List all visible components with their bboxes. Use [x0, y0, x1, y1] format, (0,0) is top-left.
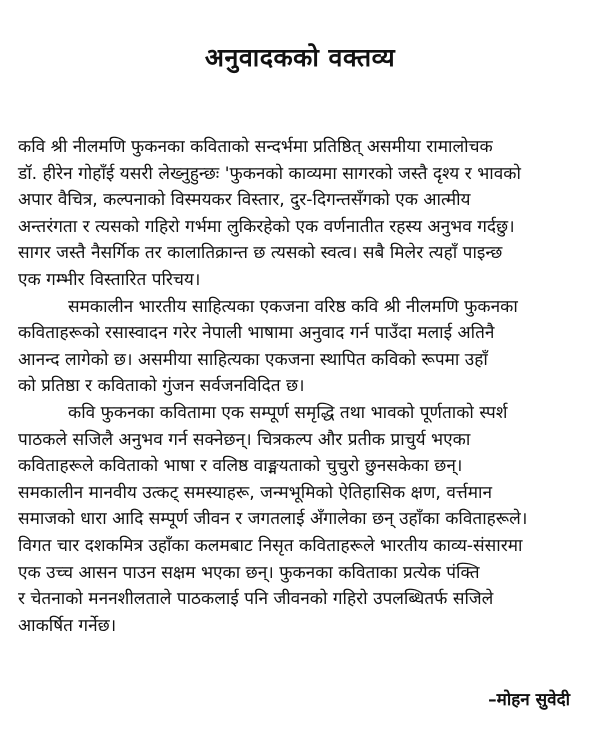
text-line: कविताहरूले कविताको भाषा र वलिष्ठ वाङ्मयताको चुचुरो छुनसकेका छन्। [18, 456, 463, 477]
text-line: डॉ. हीरेन गोहाँई यसरी लेख्नुहुन्छः 'फुकनको काव्यमा सागरको जस्तै दृश्य र भावको [18, 163, 521, 184]
text-line: समकालीन भारतीय साहित्यका एकजना वरिष्ठ कवि श्री नीलमणि फुकनका [68, 296, 518, 317]
text-line: को प्रतिष्ठा र कविताको गुंजन सर्वजनविदित छ। [18, 376, 305, 397]
text-line: र चेतनाको मननशीलताले पाठकलाई पनि जीवनको गहिरो उपलब्धितर्फ सजिले [18, 589, 494, 610]
text-line: विगत चार दशकमित्र उहाँका कलमबाट निसृत कविताहरूले भारतीय काव्य-संसारमा [18, 535, 523, 556]
text-line: कवि फुकनका कवितामा एक सम्पूर्ण समृद्धि तथा भावको पूर्णताको स्पर्श [68, 402, 508, 423]
text-line: कविताहरूको रसास्वादन गरेर नेपाली भाषामा अनुवाद गर्न पाउँदा मलाई अतिनै [18, 323, 495, 344]
paragraph [18, 294, 584, 400]
text-line: एक गम्भीर विस्तारित परिचय। [18, 269, 201, 290]
text-line: पाठकले सजिलै अनुभव गर्न सक्नेछन्। चित्रकल्प और प्रतीक प्राचुर्य भएका [18, 429, 471, 450]
text-line: समकालीन मानवीय उत्कट् समस्याहरू, जन्मभूमिको ऐतिहासिक क्षण, वर्त्तमान [18, 482, 493, 503]
paragraph [18, 134, 584, 294]
author-signature: –मोहन सुवेदी [488, 690, 570, 710]
text-line: कवि श्री नीलमणि फुकनका कविताको सन्दर्भमा प्रतिष्ठित् असमीया रामालोचक [18, 137, 493, 157]
text-line: आनन्द लागेको छ। असमीया साहित्यका एकजना स्थापित कविको रूपमा उहाँ [18, 349, 488, 370]
text-line: समाजको धारा आदि सम्पूर्ण जीवन र जगतलाई अँगालेका छन् उहाँका कविताहरूले। [18, 509, 528, 530]
text-line: एक उच्च आसन पाउन सक्षम भएका छन्। फुकनका कविताका प्रत्येक पंक्ति [18, 562, 480, 583]
document-body [18, 134, 584, 639]
page-title: अनुवादकको वक्तव्य [204, 43, 396, 72]
paragraph [18, 400, 584, 639]
text-line: अन्तरंगता र त्यसको गहिरो गर्भमा लुकिरहेको एक वर्णनातीत रहस्य अनुभव गर्दछु। [18, 216, 515, 237]
text-line: अपार वैचित्र, कल्पनाको विस्मयकर विस्तार, दुर-दिगन्तसँगको एक आत्मीय [18, 190, 471, 211]
text-line: सागर जस्तै नैसर्गिक तर कालातिक्रान्त छ त्यसको स्वत्व। सबै मिलेर त्यहाँ पाइन्छ [18, 243, 503, 264]
text-line: आकर्षित गर्नेछ। [18, 615, 117, 636]
